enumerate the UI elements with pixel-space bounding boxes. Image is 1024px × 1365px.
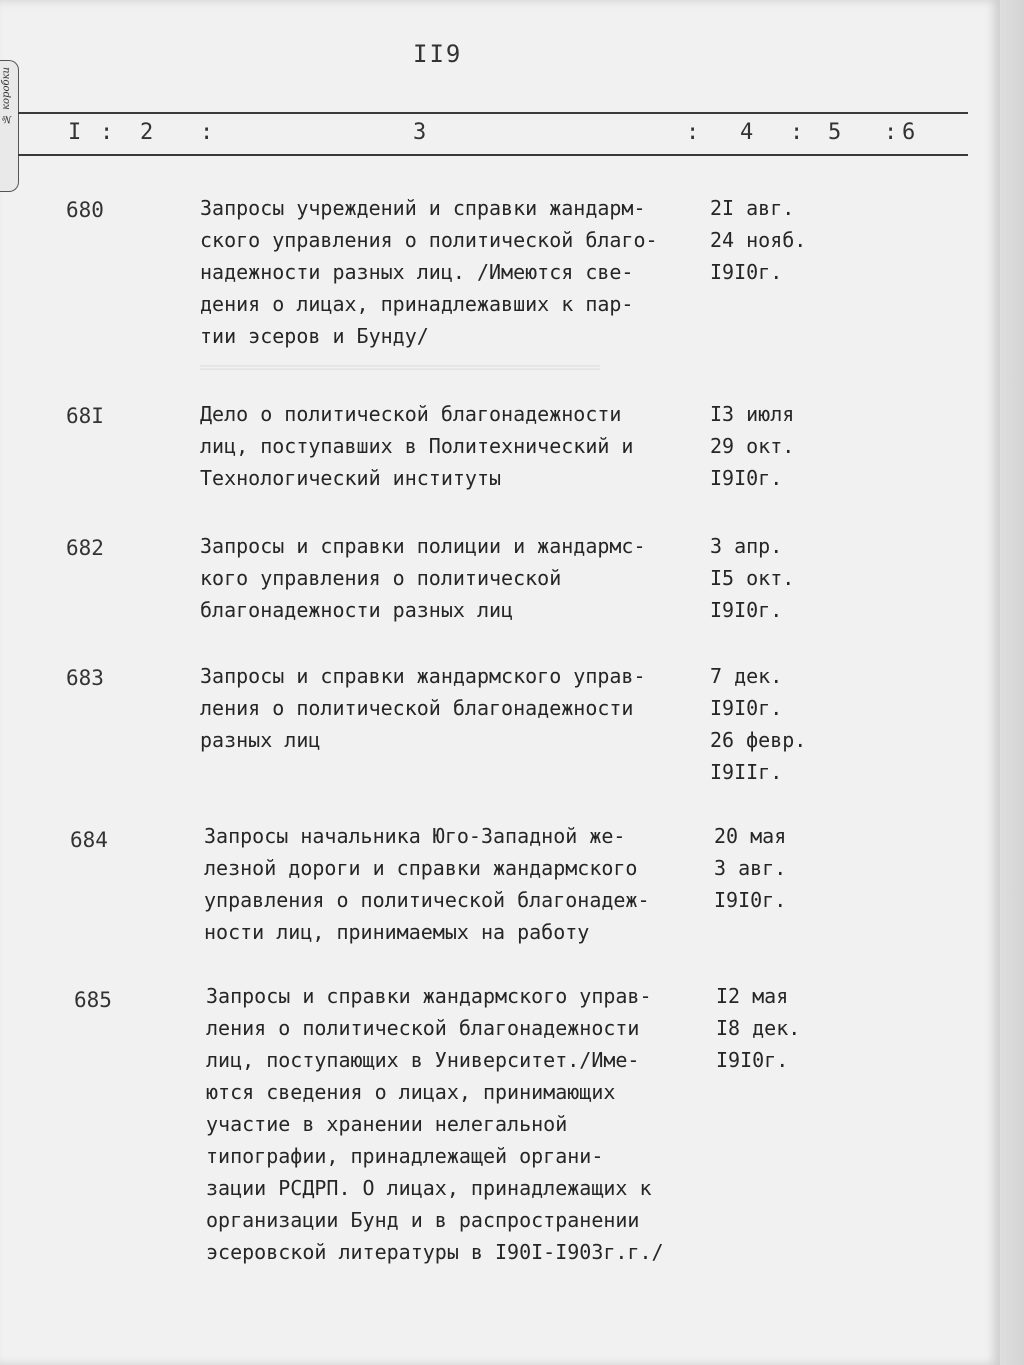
- entry-description: Дело о политической благонадежности лиц, поступавших в Политехнический и Технологический институты: [200, 402, 634, 490]
- column-separator: :: [884, 120, 898, 145]
- entry-number: 684: [70, 828, 108, 852]
- entry-description: Запросы начальника Юго-Западной же- лезной дороги и справки жандармского управления о политической благонадеж- ности лиц, принимаемых на работу: [204, 824, 650, 944]
- header-bottom-rule: [18, 154, 968, 156]
- column-header-5: 5: [828, 120, 842, 145]
- column-header-1: I: [68, 120, 82, 145]
- entry-number: 682: [66, 536, 104, 560]
- entry-number: 68I: [66, 404, 104, 428]
- bleed-through-text: ═══════════════════════════════════: [200, 357, 601, 379]
- entry-dates: 3 апр. I5 окт. I9I0г.: [710, 534, 795, 622]
- column-separator: :: [100, 120, 114, 145]
- entry-dates: 2I авг. 24 нояб. I9I0г.: [710, 196, 807, 284]
- entry-number: 685: [74, 988, 112, 1012]
- header-top-rule: [18, 112, 968, 114]
- entry-number: 683: [66, 666, 104, 690]
- entry-dates: 20 мая 3 авг. I9I0г.: [714, 824, 787, 912]
- column-separator: :: [790, 120, 804, 145]
- entry-description: Запросы учреждений и справки жандарм- ского управления о политической благо- надежности разных лиц. /Имеются све- дения о лицах, принадлежавших к пар- тии эсеров и Бунду/: [200, 196, 658, 348]
- entry-description: Запросы и справки жандармского управ- ления о политической благонадежности лиц, поступающих в Университет./Име- ются сведения о лицах, принимающих участие в хранении нелегальной типографии, принадлежащей органи- зации РСДРП. О лицах, принадлежащих к организации Бунд и в распространении эсеровской литературы в I90I-I903г.г./: [206, 984, 664, 1264]
- column-header-6: 6: [902, 120, 916, 145]
- column-separator: :: [686, 120, 700, 145]
- entry-dates: I2 мая I8 дек. I9I0г.: [716, 984, 801, 1072]
- entry-description: Запросы и справки жандармского управ- ления о политической благонадежности разных лиц: [200, 664, 646, 752]
- column-separator: :: [200, 120, 214, 145]
- column-header-2: 2: [140, 120, 154, 145]
- page-number: II9: [413, 40, 463, 68]
- column-header-4: 4: [740, 120, 754, 145]
- column-header-3: 3: [413, 120, 427, 145]
- box-number-label: № коробки: [1, 67, 12, 125]
- entry-description: Запросы и справки полиции и жандармс- кого управления о политической благонадежности разных лиц: [200, 534, 646, 622]
- entry-dates: I3 июля 29 окт. I9I0г.: [710, 402, 795, 490]
- entry-number: 680: [66, 198, 104, 222]
- entry-dates: 7 дек. I9I0г. 26 февр. I9IIг.: [710, 664, 807, 784]
- box-number-tab: [0, 60, 19, 192]
